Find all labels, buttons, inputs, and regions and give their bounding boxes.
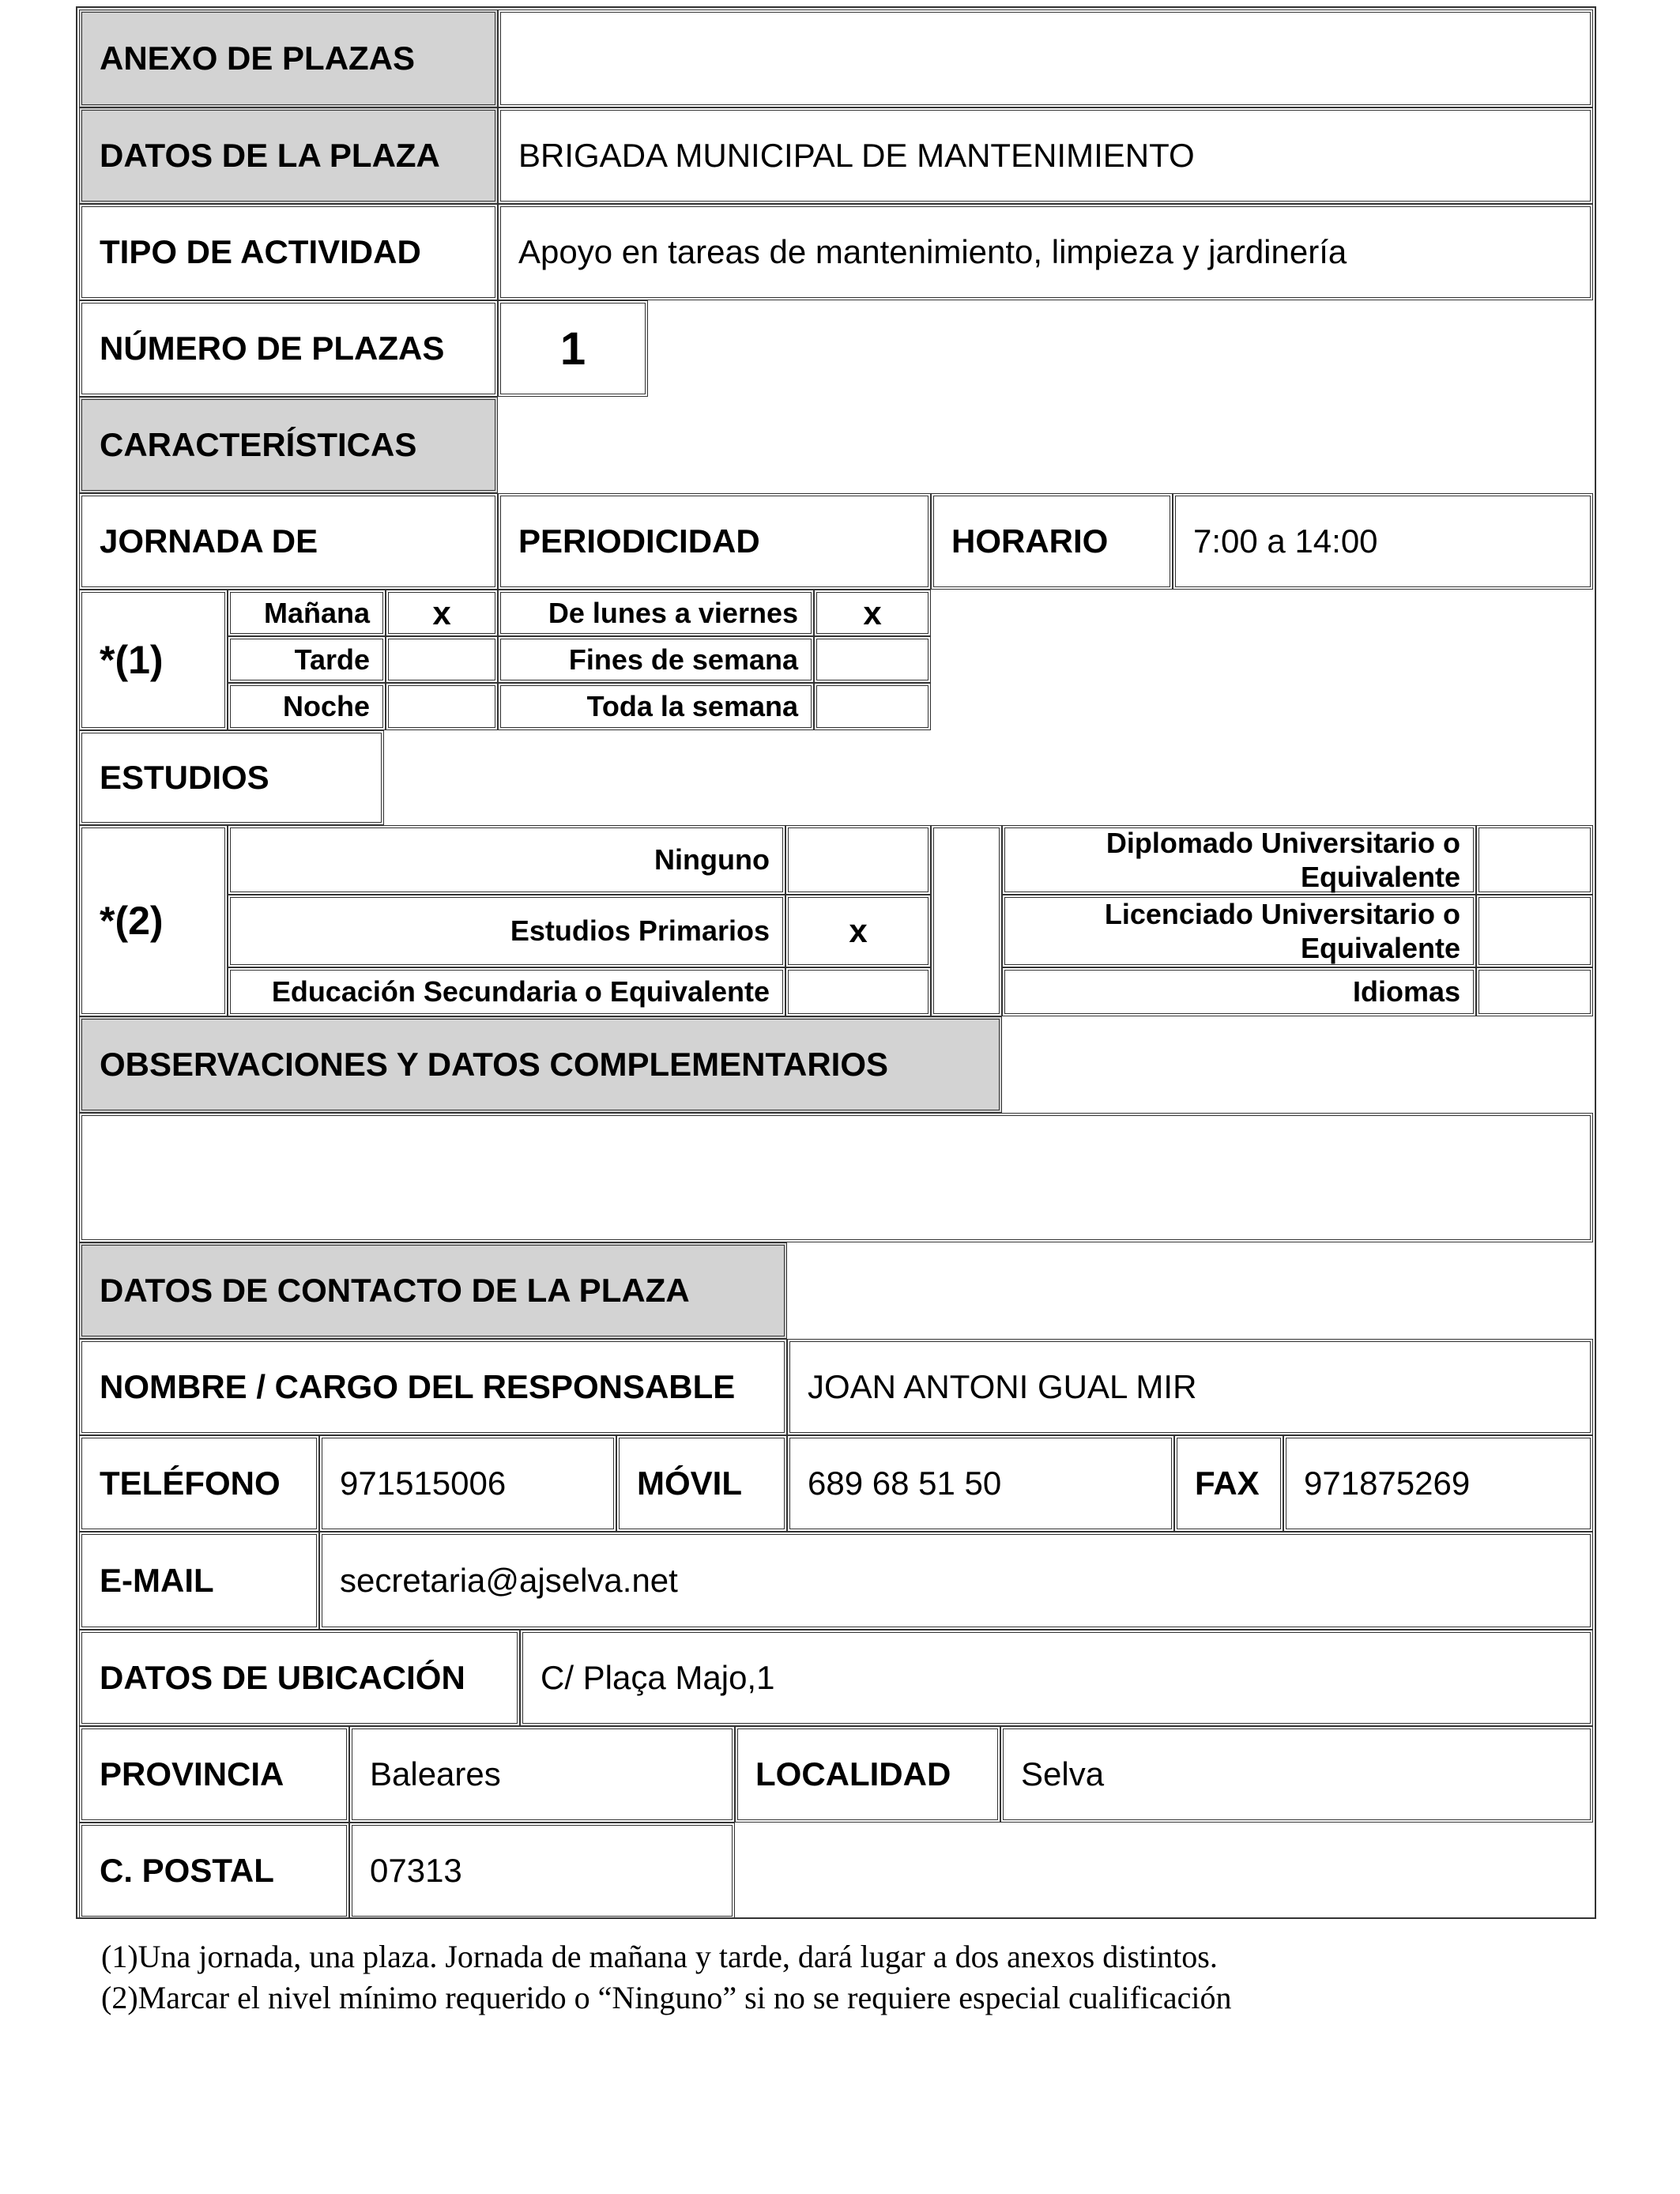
localidad-label: LOCALIDAD xyxy=(735,1726,1000,1823)
movil-value: 689 68 51 50 xyxy=(787,1435,1174,1532)
numero-plazas-label: NÚMERO DE PLAZAS xyxy=(79,300,498,397)
periodo-toda-semana-check xyxy=(814,683,931,730)
periodo-fines-semana-check xyxy=(814,636,931,683)
tipo-actividad-value: Apoyo en tareas de mantenimiento, limpieza y jardinería xyxy=(498,204,1593,300)
estudios-diplomado-check xyxy=(1476,825,1593,895)
responsable-label: NOMBRE / CARGO DEL RESPONSABLE xyxy=(79,1339,787,1435)
email-label: E-MAIL xyxy=(79,1532,319,1630)
estudios-licenciado-label: Licenciado Universitario o Equivalente xyxy=(1002,895,1476,967)
observaciones-label: OBSERVACIONES Y DATOS COMPLEMENTARIOS xyxy=(79,1016,1002,1113)
ubicacion-label: DATOS DE UBICACIÓN xyxy=(79,1630,520,1726)
turno-tarde-check xyxy=(386,636,498,683)
turno-manana-label: Mañana xyxy=(228,590,386,636)
footnotes xyxy=(101,1936,1232,2019)
provincia-value: Baleares xyxy=(349,1726,735,1823)
fax-value: 971875269 xyxy=(1283,1435,1593,1532)
responsable-value: JOAN ANTONI GUAL MIR xyxy=(787,1339,1593,1435)
tipo-actividad-label: TIPO DE ACTIVIDAD xyxy=(79,204,498,300)
periodo-toda-semana-label: Toda la semana xyxy=(498,683,814,730)
periodo-fines-semana-label: Fines de semana xyxy=(498,636,814,683)
estudios-idiomas-label: Idiomas xyxy=(1002,967,1476,1016)
telefono-label: TELÉFONO xyxy=(79,1435,319,1532)
horario-value: 7:00 a 14:00 xyxy=(1173,493,1593,590)
turno-tarde-label: Tarde xyxy=(228,636,386,683)
estudios-diplomado-label: Diplomado Universitario o Equivalente xyxy=(1002,825,1476,895)
contacto-label: DATOS DE CONTACTO DE LA PLAZA xyxy=(79,1242,787,1339)
caracteristicas-label: CARACTERÍSTICAS xyxy=(79,397,498,493)
estudios-idiomas-check xyxy=(1476,967,1593,1016)
estudios-ninguno-check xyxy=(785,825,931,895)
footnote-2: (2)Marcar el nivel mínimo requerido o “Ninguno” si no se requiere especial cualificación xyxy=(101,1980,1232,2015)
periodicidad-header: PERIODICIDAD xyxy=(498,493,931,590)
estudios-secundaria-check xyxy=(785,967,931,1016)
email-value: secretaria@ajselva.net xyxy=(319,1532,1593,1630)
movil-label: MÓVIL xyxy=(616,1435,787,1532)
datos-plaza-value: BRIGADA MUNICIPAL DE MANTENIMIENTO xyxy=(498,107,1593,204)
estudios-spacer xyxy=(931,825,1002,1016)
turno-noche-check xyxy=(386,683,498,730)
turno-noche-label: Noche xyxy=(228,683,386,730)
fax-label: FAX xyxy=(1174,1435,1283,1532)
turno-manana-check: x xyxy=(386,590,498,636)
periodo-lunes-viernes-label: De lunes a viernes xyxy=(498,590,814,636)
periodo-lunes-viernes-check: x xyxy=(814,590,931,636)
estudios-primarios-check: x xyxy=(785,895,931,967)
estudios-label: ESTUDIOS xyxy=(79,730,384,825)
horario-header: HORARIO xyxy=(931,493,1173,590)
datos-plaza-label: DATOS DE LA PLAZA xyxy=(79,107,498,204)
estudios-primarios-label: Estudios Primarios xyxy=(228,895,785,967)
codigo-postal-value: 07313 xyxy=(349,1823,735,1919)
anexo-label: ANEXO DE PLAZAS xyxy=(79,9,498,107)
observaciones-value xyxy=(79,1113,1593,1242)
footnote-1: (1)Una jornada, una plaza. Jornada de mañana y tarde, dará lugar a dos anexos distintos. xyxy=(101,1939,1218,1974)
numero-plazas-value: 1 xyxy=(498,300,648,397)
estudios-note-marker: *(2) xyxy=(79,825,228,1016)
jornada-header: JORNADA DE xyxy=(79,493,498,590)
estudios-licenciado-check xyxy=(1476,895,1593,967)
estudios-secundaria-label: Educación Secundaria o Equivalente xyxy=(228,967,785,1016)
telefono-value: 971515006 xyxy=(319,1435,616,1532)
ubicacion-direccion: C/ Plaça Majo,1 xyxy=(520,1630,1593,1726)
estudios-ninguno-label: Ninguno xyxy=(228,825,785,895)
provincia-label: PROVINCIA xyxy=(79,1726,349,1823)
jornada-note-marker: *(1) xyxy=(79,590,228,730)
anexo-value xyxy=(498,9,1593,107)
codigo-postal-label: C. POSTAL xyxy=(79,1823,349,1919)
localidad-value: Selva xyxy=(1000,1726,1593,1823)
